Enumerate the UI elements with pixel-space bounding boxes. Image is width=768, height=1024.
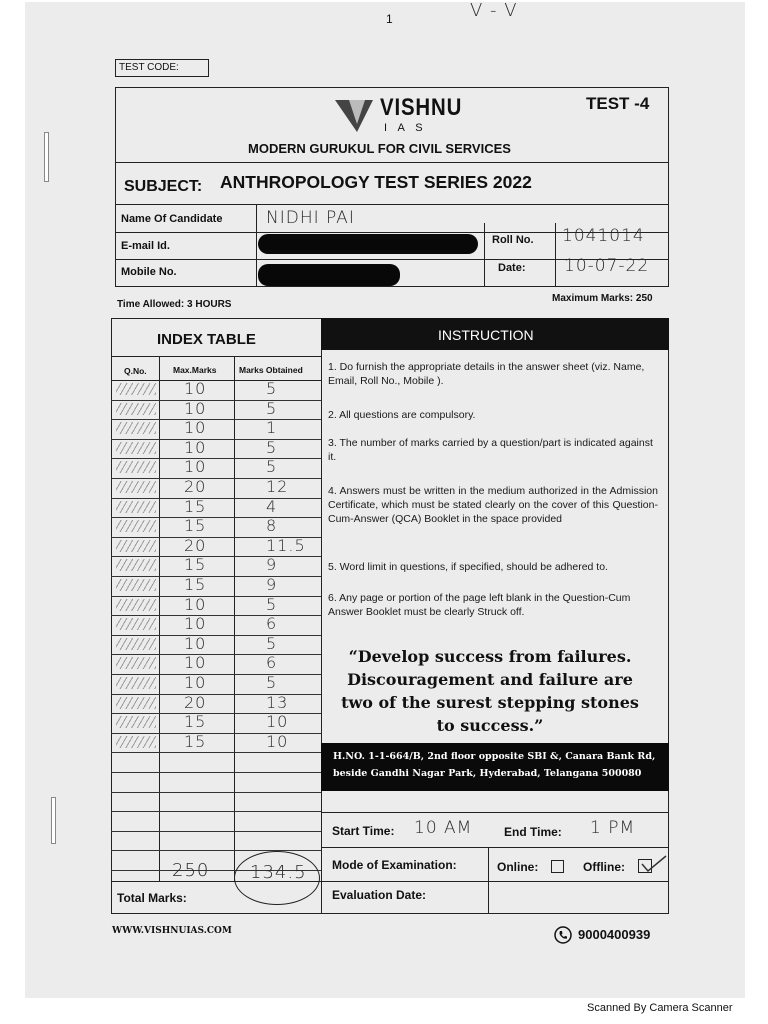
brand-tagline: MODERN GURUKUL FOR CIVIL SERVICES	[248, 141, 511, 156]
date-label: Date:	[498, 262, 526, 274]
end-time-value: 1 PM	[590, 818, 636, 838]
index-row-line	[111, 713, 321, 714]
name-value: NIDHI PAI	[266, 208, 355, 228]
index-row-line	[111, 556, 321, 557]
qno-scribble	[116, 736, 156, 748]
index-row-line	[111, 439, 321, 440]
marks-obtained-header: Marks Obtained	[239, 365, 303, 375]
qno-scribble	[116, 442, 156, 454]
address-banner	[321, 743, 669, 791]
index-row-line	[111, 694, 321, 695]
index-row-line	[111, 654, 321, 655]
brand-name: VISHNU	[380, 94, 463, 121]
marks-obtained-cell: 5	[266, 379, 278, 398]
qno-scribble	[116, 501, 156, 513]
index-row-line	[111, 419, 321, 420]
index-row-line	[111, 674, 321, 675]
qno-scribble	[116, 657, 156, 669]
max-marks-cell: 10	[184, 418, 207, 438]
marks-obtained-cell: 6	[266, 614, 278, 634]
time-allowed: Time Allowed: 3 HOURS	[117, 299, 232, 310]
qno-scribble	[116, 716, 156, 728]
email-redaction	[258, 234, 478, 254]
max-marks: Maximum Marks: 250	[552, 293, 653, 304]
index-row-line	[111, 576, 321, 577]
qno-scribble	[116, 540, 156, 552]
qno-scribble	[116, 677, 156, 689]
instruction-item-2: 2. All questions are compulsory.	[328, 409, 476, 421]
index-table-title: INDEX TABLE	[157, 331, 256, 348]
email-label: E-mail Id.	[121, 240, 170, 252]
max-marks-cell: 10	[184, 673, 207, 692]
index-row-line	[111, 615, 321, 616]
scanner-watermark: Scanned By Camera Scanner	[587, 1002, 733, 1014]
phone-icon	[554, 926, 572, 944]
marks-obtained-cell: 5	[266, 673, 278, 692]
online-label: Online:	[497, 860, 539, 874]
marks-obtained-cell: 5	[266, 633, 278, 653]
index-row-line	[111, 498, 321, 499]
marks-obtained-cell: 9	[266, 575, 278, 594]
phone-number: 9000400939	[578, 927, 651, 942]
marks-obtained-cell: 5	[266, 457, 278, 477]
max-marks-cell: 20	[184, 535, 207, 555]
marks-obtained-cell: 5	[266, 398, 278, 418]
max-marks-cell: 15	[184, 575, 207, 594]
instruction-item-5: 5. Word limit in questions, if specified, should be adhered to.	[328, 561, 608, 573]
marks-obtained-cell: 13	[266, 692, 289, 712]
marks-obtained-cell: 1	[266, 418, 278, 438]
max-marks-cell: 10	[184, 437, 207, 457]
test-number: TEST -4	[586, 94, 650, 113]
total-label: Total Marks:	[117, 891, 187, 905]
max-marks-cell: 10	[184, 614, 207, 634]
instruction-item-6: 6. Any page or portion of the page left blank in the Question-Cum Answer Booklet must be clearly Struck off.	[328, 592, 631, 618]
marks-obtained-cell: 5	[266, 437, 278, 457]
address-line-2: beside Gandhi Nagar Park, Hyderabad, Telangana 500080	[333, 768, 642, 779]
max-marks-cell: 10	[184, 633, 207, 653]
instruction-item-4: 4. Answers must be written in the medium authorized in the Admission Certificate, which must be stated clearly on the cover of this Question-Cum-Answer (QCA) Booklet in the space provided	[328, 485, 658, 525]
evaluation-date-label: Evaluation Date:	[332, 888, 427, 902]
qno-scribble	[116, 481, 156, 493]
page-number: 1	[386, 12, 393, 26]
marks-obtained-cell: 12	[266, 477, 289, 496]
index-row-line	[111, 635, 321, 636]
index-row-line	[111, 596, 321, 597]
online-checkbox[interactable]	[551, 860, 564, 873]
qno-scribble	[116, 403, 156, 415]
staple-mark	[51, 797, 56, 844]
offline-label: Offline:	[583, 860, 625, 874]
brand-sub: I A S	[384, 122, 427, 134]
qno-scribble	[116, 599, 156, 611]
index-row-line	[111, 811, 321, 812]
roll-value: 1041014	[562, 226, 645, 246]
index-row-line	[111, 458, 321, 459]
qno-header: Q.No.	[124, 366, 147, 376]
start-time-value: 10 AM	[414, 818, 473, 838]
max-marks-cell: 10	[184, 594, 207, 614]
qno-scribble	[116, 520, 156, 532]
mode-label: Mode of Examination:	[332, 858, 457, 872]
marks-obtained-cell: 10	[266, 712, 289, 732]
qno-scribble	[116, 697, 156, 709]
max-marks-cell: 15	[184, 496, 207, 516]
max-marks-cell: 10	[184, 379, 207, 398]
max-marks-cell: 15	[184, 555, 207, 575]
end-time-label: End Time:	[504, 825, 562, 839]
address-line-1: H.NO. 1-1-664/B, 2nd floor opposite SBI &, Canara Bank Rd,	[333, 751, 656, 762]
vishnu-logo-icon	[335, 98, 375, 134]
date-value: 10-07-22	[564, 256, 650, 276]
index-row-line	[111, 831, 321, 832]
index-row-line	[111, 478, 321, 479]
marks-obtained-cell: 9	[266, 555, 278, 575]
max-marks-cell: 20	[184, 692, 207, 712]
total-obtained-marks: 134.5	[250, 862, 307, 883]
max-marks-cell: 10	[184, 653, 207, 673]
index-row-line	[111, 792, 321, 793]
subject-label: SUBJECT:	[124, 178, 203, 195]
max-marks-cell: 10	[184, 457, 207, 477]
mobile-redaction	[258, 264, 400, 286]
qno-scribble	[116, 422, 156, 434]
qno-scribble	[116, 559, 156, 571]
qno-scribble	[116, 638, 156, 650]
subject-value: ANTHROPOLOGY TEST SERIES 2022	[220, 172, 532, 192]
index-row-line	[111, 400, 321, 401]
name-label: Name Of Candidate	[121, 213, 223, 225]
max-marks-cell: 10	[184, 398, 207, 418]
top-scribble: V - V	[470, 0, 518, 21]
marks-obtained-cell: 8	[266, 516, 278, 536]
marks-obtained-cell: 4	[266, 496, 278, 516]
qno-scribble	[116, 383, 156, 395]
qno-scribble	[116, 461, 156, 473]
mobile-label: Mobile No.	[121, 266, 177, 278]
qno-scribble	[116, 618, 156, 630]
instruction-item-3: 3. The number of marks carried by a question/part is indicated against it.	[328, 437, 653, 463]
website: WWW.VISHNUIAS.COM	[112, 926, 232, 936]
max-marks-cell: 15	[184, 731, 207, 751]
max-marks-header: Max.Marks	[173, 365, 217, 375]
start-time-label: Start Time:	[332, 824, 395, 838]
max-marks-cell: 15	[184, 712, 207, 732]
index-row-line	[111, 733, 321, 734]
marks-obtained-cell: 11.5	[266, 535, 306, 555]
index-row-line	[111, 752, 321, 753]
test-code-box: TEST CODE:	[115, 59, 209, 77]
max-marks-cell: 15	[184, 516, 207, 536]
marks-obtained-cell: 10	[266, 731, 289, 751]
staple-mark	[44, 132, 49, 182]
instruction-header: INSTRUCTION	[321, 318, 669, 350]
total-max-marks: 250	[172, 860, 210, 881]
index-row-line	[111, 517, 321, 518]
qno-scribble	[116, 579, 156, 591]
instruction-item-1: 1. Do furnish the appropriate details in the answer sheet (viz. Name, Email, Roll No., Mobile ).	[328, 361, 645, 387]
max-marks-cell: 20	[184, 477, 207, 496]
marks-obtained-cell: 5	[266, 594, 278, 614]
index-row-line	[111, 772, 321, 773]
roll-label: Roll No.	[492, 234, 534, 246]
marks-obtained-cell: 6	[266, 653, 278, 673]
checkmark-icon	[640, 854, 668, 874]
motivational-quote: “Develop success from failures. Discouragement and failure are two of the surest stepping stones to success.”	[341, 647, 639, 735]
